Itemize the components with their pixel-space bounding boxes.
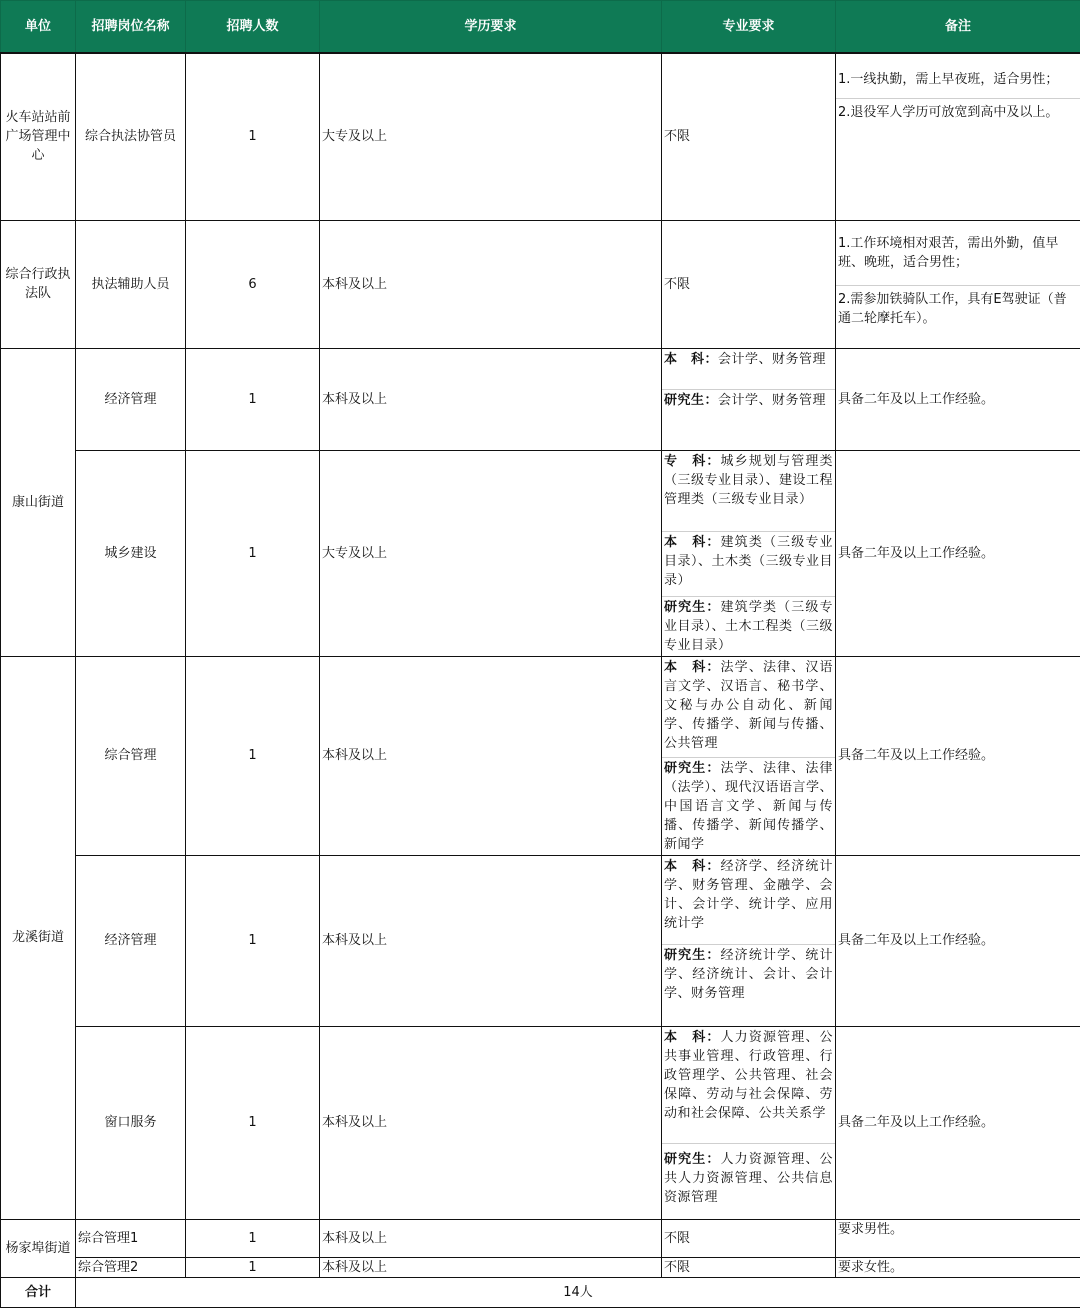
major-degree-label: 本 科： (664, 859, 721, 874)
post-cell: 综合管理 (76, 656, 186, 855)
major-text: 经济统计学、统计学、经济统计、会计、会计学、财务管理 (664, 948, 833, 1001)
major-text: 建筑类（三级专业目录）、土木类（三级专业目录） (664, 535, 833, 588)
unit-cell: 综合行政执法队 (1, 220, 76, 348)
major-cell (662, 656, 836, 855)
notes-cell: 要求女性。 (836, 1257, 1080, 1277)
major-item (662, 596, 835, 656)
major-cell (662, 348, 836, 450)
major-degree-label: 本 科： (664, 1030, 721, 1045)
education-cell: 本科及以上 (320, 1219, 662, 1257)
col-header-unit: 单位 (1, 1, 76, 54)
total-label: 合计 (1, 1277, 76, 1307)
post-cell: 城乡建设 (76, 450, 186, 656)
major-degree-label: 研究生： (664, 393, 718, 408)
major-text: 法学、法律、汉语言文学、汉语言、秘书学、文秘与办公自动化、新闻学、传播学、新闻与传播、公共管理 (664, 660, 833, 751)
table-row (1, 1219, 1080, 1257)
col-header-education: 学历要求 (320, 1, 662, 54)
table-row (1, 220, 1080, 348)
col-header-count: 招聘人数 (186, 1, 320, 54)
count-cell: 1 (186, 53, 320, 220)
table-row (1, 1026, 1080, 1219)
post-cell: 经济管理 (76, 348, 186, 450)
major-degree-label: 本 科： (664, 535, 721, 550)
education-cell: 本科及以上 (320, 656, 662, 855)
education-cell: 大专及以上 (320, 53, 662, 220)
unit-cell: 龙溪街道 (1, 656, 76, 1219)
major-cell: 不限 (662, 1257, 836, 1277)
notes-cell: 具备二年及以上工作经验。 (836, 656, 1080, 855)
notes-cell: 具备二年及以上工作经验。 (836, 1026, 1080, 1219)
note-item: 1.工作环境相对艰苦，需出外勤，值早班、晚班，适合男性； (836, 221, 1080, 285)
table-row (1, 53, 1080, 220)
count-cell: 1 (186, 450, 320, 656)
major-item (662, 1027, 835, 1143)
note-item: 1.一线执勤，需上早夜班，适合男性； (836, 54, 1080, 98)
major-degree-label: 本 科： (664, 352, 718, 367)
count-cell: 1 (186, 1026, 320, 1219)
major-item (662, 451, 835, 531)
col-header-post: 招聘岗位名称 (76, 1, 186, 54)
post-cell: 综合执法协管员 (76, 53, 186, 220)
major-item (662, 349, 835, 389)
count-cell: 1 (186, 1257, 320, 1277)
major-item (662, 657, 835, 757)
notes-cell (836, 220, 1080, 348)
count-cell: 6 (186, 220, 320, 348)
major-item (662, 1143, 835, 1208)
education-cell: 本科及以上 (320, 348, 662, 450)
major-cell (662, 1026, 836, 1219)
post-cell: 综合管理1 (76, 1219, 186, 1257)
header-row (1, 1, 1080, 54)
count-cell: 1 (186, 1219, 320, 1257)
major-text: 经济学、经济统计学、财务管理、金融学、会计、会计学、统计学、应用统计学 (664, 859, 833, 931)
post-cell: 执法辅助人员 (76, 220, 186, 348)
major-item (662, 757, 835, 855)
major-item (662, 944, 835, 1004)
note-item: 2.需参加铁骑队工作，具有E驾驶证（普通二轮摩托车）。 (836, 285, 1080, 332)
col-header-major: 专业要求 (662, 1, 836, 54)
major-cell (662, 450, 836, 656)
unit-cell: 康山街道 (1, 348, 76, 656)
major-degree-label: 研究生： (664, 1152, 721, 1167)
total-row (1, 1277, 1080, 1307)
table-row (1, 656, 1080, 855)
table-row (1, 450, 1080, 656)
major-item (662, 531, 835, 596)
notes-cell: 具备二年及以上工作经验。 (836, 855, 1080, 1026)
major-item (662, 389, 835, 411)
major-cell (662, 855, 836, 1026)
major-item (662, 856, 835, 944)
major-text: 法学、法律、法律（法学）、现代汉语语言学、中国语言文学、新闻与传播、传播学、新闻传播学、新闻学 (664, 761, 833, 852)
education-cell: 大专及以上 (320, 450, 662, 656)
unit-cell: 火车站站前广场管理中心 (1, 53, 76, 220)
major-text: 人力资源管理、公共事业管理、行政管理、行政管理学、公共管理、社会保障、劳动与社会保障、劳动和社会保障、公共关系学 (664, 1030, 833, 1121)
notes-cell (836, 53, 1080, 220)
education-cell: 本科及以上 (320, 220, 662, 348)
count-cell: 1 (186, 656, 320, 855)
notes-cell: 要求男性。 (836, 1219, 1080, 1257)
table-row (1, 348, 1080, 450)
education-cell: 本科及以上 (320, 1257, 662, 1277)
post-cell: 窗口服务 (76, 1026, 186, 1219)
table-row (1, 855, 1080, 1026)
major-text: 会计学、财务管理 (718, 352, 826, 367)
major-degree-label: 研究生： (664, 600, 721, 615)
major-cell: 不限 (662, 53, 836, 220)
major-cell: 不限 (662, 1219, 836, 1257)
education-cell: 本科及以上 (320, 855, 662, 1026)
major-degree-label: 研究生： (664, 948, 721, 963)
major-text: 人力资源管理、公共人力资源管理、公共信息资源管理 (664, 1152, 833, 1205)
major-text: 城乡规划与管理类（三级专业目录）、建设工程管理类（三级专业目录） (664, 454, 833, 507)
education-cell: 本科及以上 (320, 1026, 662, 1219)
count-cell: 1 (186, 855, 320, 1026)
major-degree-label: 研究生： (664, 761, 721, 776)
notes-cell: 具备二年及以上工作经验。 (836, 348, 1080, 450)
notes-cell: 具备二年及以上工作经验。 (836, 450, 1080, 656)
major-text: 建筑学类（三级专业目录）、土木工程类（三级专业目录） (664, 600, 833, 653)
major-degree-label: 本 科： (664, 660, 721, 675)
major-cell: 不限 (662, 220, 836, 348)
post-cell: 综合管理2 (76, 1257, 186, 1277)
table-row (1, 1257, 1080, 1277)
unit-cell: 杨家埠街道 (1, 1219, 76, 1277)
post-cell: 经济管理 (76, 855, 186, 1026)
major-text: 会计学、财务管理 (718, 393, 826, 408)
note-item: 2.退役军人学历可放宽到高中及以上。 (836, 98, 1080, 126)
count-cell: 1 (186, 348, 320, 450)
total-value: 14人 (76, 1277, 1080, 1307)
col-header-notes: 备注 (836, 1, 1080, 54)
major-degree-label: 专 科： (664, 454, 721, 469)
